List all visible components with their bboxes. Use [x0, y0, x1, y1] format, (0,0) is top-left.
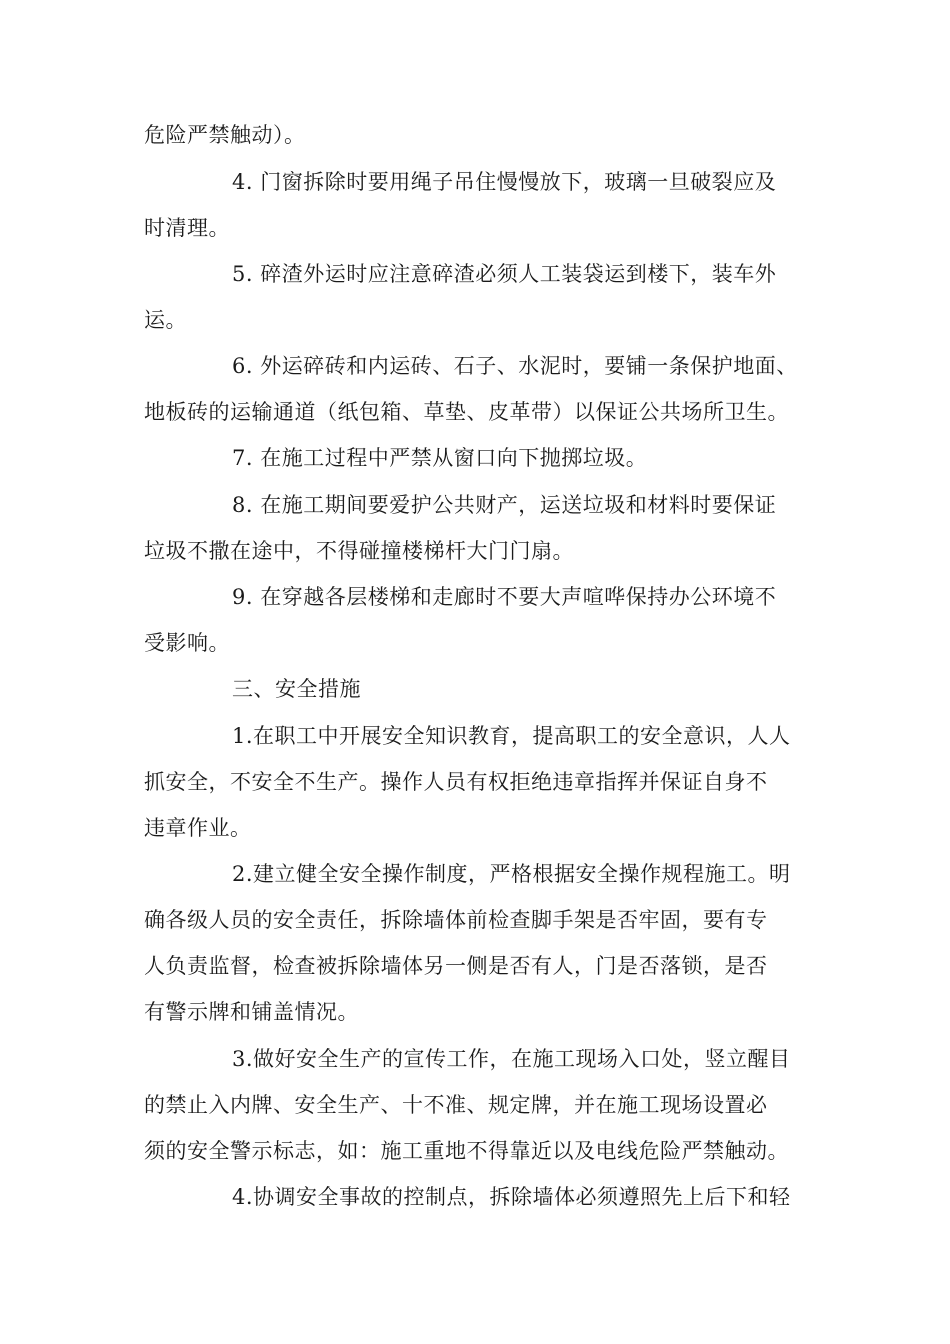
text-line: 6. 外运碎砖和内运砖、石子、水泥时，要铺一条保护地面、: [232, 354, 798, 378]
text-line: 违章作业。: [144, 816, 252, 840]
text-line: 1.在职工中开展安全知识教育，提高职工的安全意识，人人: [232, 724, 791, 748]
text-line: 受影响。: [144, 631, 230, 655]
text-line: 垃圾不撒在途中，不得碰撞楼梯杆大门门扇。: [144, 539, 574, 563]
text-line: 运。: [144, 308, 187, 332]
text-line: 确各级人员的安全责任，拆除墙体前检查脚手架是否牢固，要有专: [144, 908, 768, 932]
text-line: 4. 门窗拆除时要用绳子吊住慢慢放下，玻璃一旦破裂应及: [232, 170, 777, 194]
text-line: 5. 碎渣外运时应注意碎渣必须人工装袋运到楼下，装车外: [232, 262, 777, 286]
text-line: 地板砖的运输通道（纸包箱、草垫、皮革带）以保证公共场所卫生。: [144, 400, 789, 424]
text-line: 3.做好安全生产的宣传工作，在施工现场入口处，竖立醒目: [232, 1047, 791, 1071]
text-line: 抓安全，不安全不生产。操作人员有权拒绝违章指挥并保证自身不: [144, 770, 768, 794]
text-line: 有警示牌和铺盖情况。: [144, 1000, 359, 1024]
text-line: 8. 在施工期间要爱护公共财产，运送垃圾和材料时要保证: [232, 493, 777, 517]
text-line: 7. 在施工过程中严禁从窗口向下抛掷垃圾。: [232, 446, 648, 470]
text-line: 时清理。: [144, 216, 230, 240]
text-line: 9. 在穿越各层楼梯和走廊时不要大声喧哗保持办公环境不: [232, 585, 777, 609]
text-line: 人负责监督，检查被拆除墙体另一侧是否有人，门是否落锁，是否: [144, 954, 768, 978]
text-line: 的禁止入内牌、安全生产、十不准、规定牌，并在施工现场设置必: [144, 1093, 768, 1117]
text-line: 4.协调安全事故的控制点，拆除墙体必须遵照先上后下和轻: [232, 1185, 791, 1209]
text-line: 2.建立健全安全操作制度，严格根据安全操作规程施工。明: [232, 862, 791, 886]
text-line: 须的安全警示标志，如：施工重地不得靠近以及电线危险严禁触动。: [144, 1139, 789, 1163]
section-heading: 三、安全措施: [232, 677, 361, 701]
text-line: 危险严禁触动）。: [144, 123, 306, 147]
